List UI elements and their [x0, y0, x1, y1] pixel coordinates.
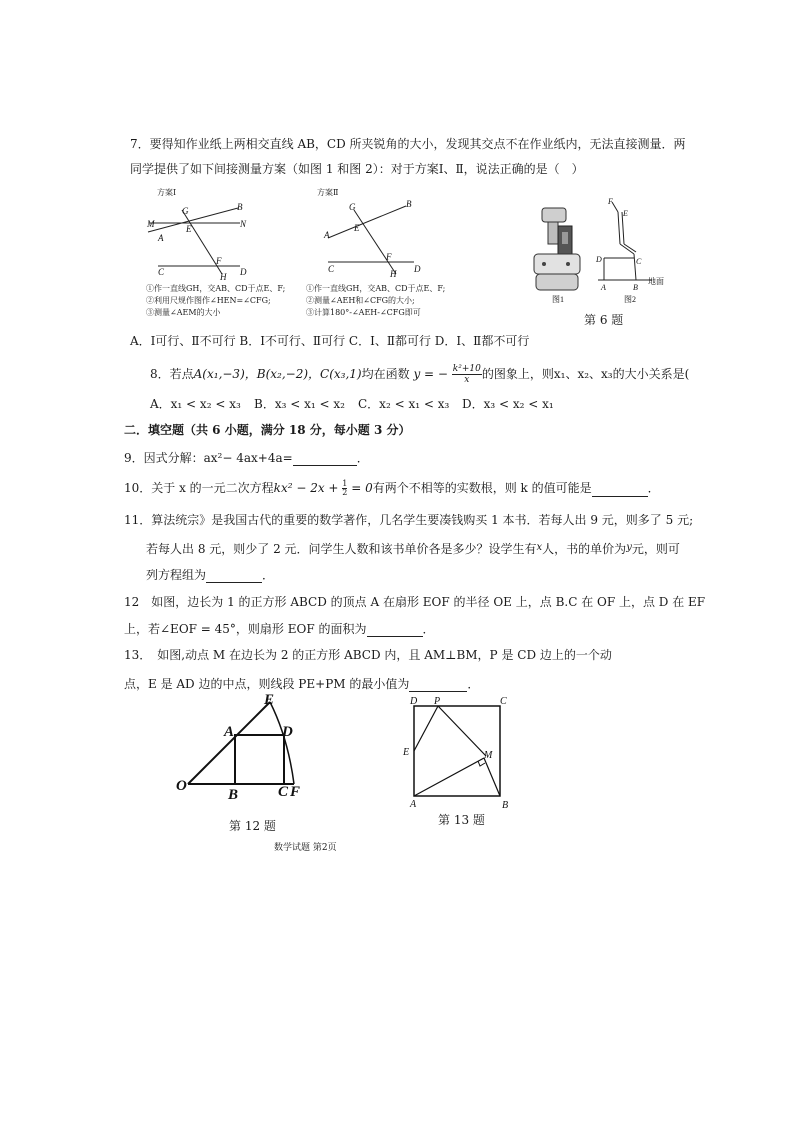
fig13-label-e: E [403, 747, 410, 758]
page-footer: 数学试题 第2页 [274, 843, 337, 853]
q13-line2-text: 点，E 是 AD 边的中点，则线段 PE+PM 的最小值为 [124, 677, 410, 691]
sketch-label-e: E [623, 209, 628, 218]
q11-var-y: y [626, 542, 632, 553]
robot-image [534, 208, 580, 290]
q8-option-b: B．x₃ < x₁ < x₂ [254, 397, 345, 411]
fig12-label-f: F [290, 784, 301, 800]
q11-end: ． [262, 568, 275, 582]
q10-a: 10．关于 x 的一元二次方程 [124, 481, 274, 495]
segment-am [414, 758, 484, 796]
label-f: F [386, 252, 392, 262]
q10-answer-blank[interactable] [592, 484, 648, 497]
plan1-diagram [140, 198, 270, 284]
fig1-caption: 图1 [552, 295, 564, 304]
q7-stem-line1: 7．要得知作业纸上两相交直线 AB，CD 所夹锐角的大小，发现其交点不在作业纸内，无法直接测量．两 [130, 137, 686, 151]
q10 [124, 480, 660, 497]
fig2-caption: 图2 [624, 295, 636, 304]
q11-line1: 11．算法统宗》是我国古代的重要的数学著作，几名学生要凑钱购买 1 本书．若每人出 9 元，则多了 5 元; [124, 513, 694, 527]
square-abcd [235, 735, 284, 784]
label-h: H [220, 272, 227, 282]
fig13-caption: 第 13 题 [438, 813, 485, 827]
figure-q12 [170, 688, 310, 804]
q8-fraction [452, 364, 482, 385]
q11-line3 [146, 567, 274, 583]
plan2-step3: ③计算180°-∠AEH-∠CFG即可 [306, 308, 421, 317]
fig13-label-p: P [434, 696, 441, 707]
q7-options: A．Ⅰ可行、Ⅱ不可行 B．Ⅰ不可行、Ⅱ可行 C．Ⅰ、Ⅱ都可行 D．Ⅰ、Ⅱ都不可行 [130, 334, 530, 348]
line-gh [354, 210, 396, 274]
label-b: B [406, 199, 412, 209]
label-h: H [390, 269, 397, 279]
label-c: C [328, 264, 335, 274]
q12-line2 [124, 621, 435, 637]
fig12-label-d: D [282, 724, 293, 740]
q10-half-den: 2 [342, 488, 348, 497]
q9-text: 9．因式分解：ax²− 4ax+4a= [124, 451, 293, 465]
q10-half-num: 1 [342, 479, 348, 488]
label-f: F [216, 256, 222, 266]
q8-option-a: A．x₁ < x₂ < x₃ [150, 397, 241, 411]
plan2-diagram [314, 198, 434, 284]
q9-answer-blank[interactable] [293, 453, 357, 466]
plan2-step2: ②测量∠AEH和∠CFG的大小; [306, 296, 415, 305]
label-c: C [158, 267, 165, 277]
q8-points: A(x₁,−3)，B(x₂,−2)，C(x₃,1) [193, 367, 362, 381]
q6-figure-title: 第 6 题 [584, 313, 624, 327]
arc-ef [270, 702, 294, 784]
q12-end: ． [422, 622, 435, 636]
sketch-label-f: F [608, 197, 613, 206]
section2-heading: 二．填空题（共 6 小题，满分 18 分，每小题 3 分） [124, 423, 411, 437]
plan2-step1: ①作一直线GH，交AB、CD于点E、F; [306, 284, 446, 293]
figure-q13 [398, 690, 518, 814]
q8-stem [150, 364, 689, 385]
q7-stem-line2: 同学提供了如下间接测量方案（如图 1 和图 2）：对于方案Ⅰ、Ⅱ，说法正确的是（ ） [130, 162, 584, 176]
q8-stem-b: 均在函数 [361, 367, 410, 381]
q12-line1: 12 如图，边长为 1 的正方形 ABCD 的顶点 A 在扇形 EOF 的半径 OE 上，点 B.C 在 OF 上，点 D 在 EF [124, 595, 706, 609]
q8-func-num: k²+10 [452, 364, 481, 374]
q11-line3-text: 列方程组为 [146, 568, 207, 582]
fig13-label-m: M [484, 750, 493, 761]
label-m: M [147, 219, 155, 229]
q12-line2-text: 上，若∠EOF = 45°，则扇形 EOF 的面积为 [124, 622, 367, 636]
plan2-title: 方案Ⅱ [317, 188, 339, 197]
segment-pm [438, 706, 486, 756]
fig12-label-e: E [264, 692, 275, 708]
label-b: B [237, 202, 243, 212]
q10-eq-a: kx² − 2x + [273, 481, 343, 495]
q10-eq-b: = 0 [347, 481, 373, 495]
q13-line1: 13． 如图,动点 M 在边长为 2 的正方形 ABCD 内，且 AM⊥BM，P 是 CD 边上的一个动 [124, 648, 612, 662]
segment-bm [484, 758, 500, 796]
q8-func-den: x [464, 375, 470, 385]
segment-pe [414, 706, 438, 751]
sketch-label-a: A [601, 283, 606, 292]
label-a: A [158, 233, 164, 243]
fig13-label-c: C [500, 696, 507, 707]
line-ab [328, 206, 406, 238]
q11-line2 [146, 540, 680, 557]
q10-end: ． [647, 481, 660, 495]
label-d: D [414, 264, 421, 274]
fig12-caption: 第 12 题 [229, 819, 276, 833]
q12-answer-blank[interactable] [367, 624, 423, 637]
q8-option-c: C．x₂ < x₁ < x₃ [358, 397, 450, 411]
label-g: G [349, 202, 356, 212]
label-g: G [182, 206, 189, 216]
q11-var-x: x [536, 542, 543, 553]
plan1-step1: ①作一直线GH，交AB、CD于点E、F; [146, 284, 286, 293]
q11-answer-blank[interactable] [206, 570, 262, 583]
sketch-label-d: D [596, 255, 602, 264]
q9 [124, 450, 369, 466]
plan1-step2: ②利用尺规作图作∠HEN=∠CFG; [146, 296, 271, 305]
q8-func-lhs: y = − [413, 367, 448, 381]
fig12-label-b: B [228, 787, 239, 803]
q8-stem-c: 的图象上，则x₁、x₂、x₃的大小关系是( [481, 367, 690, 381]
label-a: A [324, 230, 330, 240]
label-n: N [240, 219, 247, 229]
plan1-title: 方案Ⅰ [157, 188, 177, 197]
radius-oe [188, 702, 270, 784]
fig12-label-a: A [224, 724, 235, 740]
sketch-label-c: C [636, 257, 642, 266]
plan1-step3: ③测量∠AEM的大小 [146, 308, 221, 317]
q13-end: ． [467, 677, 480, 691]
fig13-label-d: D [410, 696, 418, 707]
fig12-label-c: C [278, 784, 289, 800]
q11-line2-a: 若每人出 8 元，则少了 2 元．问学生人数和该书单价各是多少？设学生有 [146, 542, 537, 556]
q11-line2-b: 人，书的单价为 [542, 542, 627, 556]
fig12-label-o: O [176, 778, 187, 794]
q9-end: ． [356, 451, 369, 465]
sketch-label-b: B [633, 283, 638, 292]
label-d: D [240, 267, 247, 277]
q10-b: 有两个不相等的实数根，则 k 的值可能是 [372, 481, 592, 495]
label-e: E [354, 223, 360, 233]
fig13-label-b: B [502, 800, 509, 811]
sketch-label-ground: 地面 [648, 277, 664, 286]
label-e: E [186, 224, 192, 234]
q8-stem-a: 8．若点 [150, 367, 194, 381]
right-angle-mark [478, 761, 485, 766]
q6-figure [524, 196, 674, 306]
q8-option-d: D．x₃ < x₂ < x₁ [462, 397, 554, 411]
fig13-label-a: A [410, 799, 417, 810]
q11-line2-c: 元，则可 [631, 542, 680, 556]
